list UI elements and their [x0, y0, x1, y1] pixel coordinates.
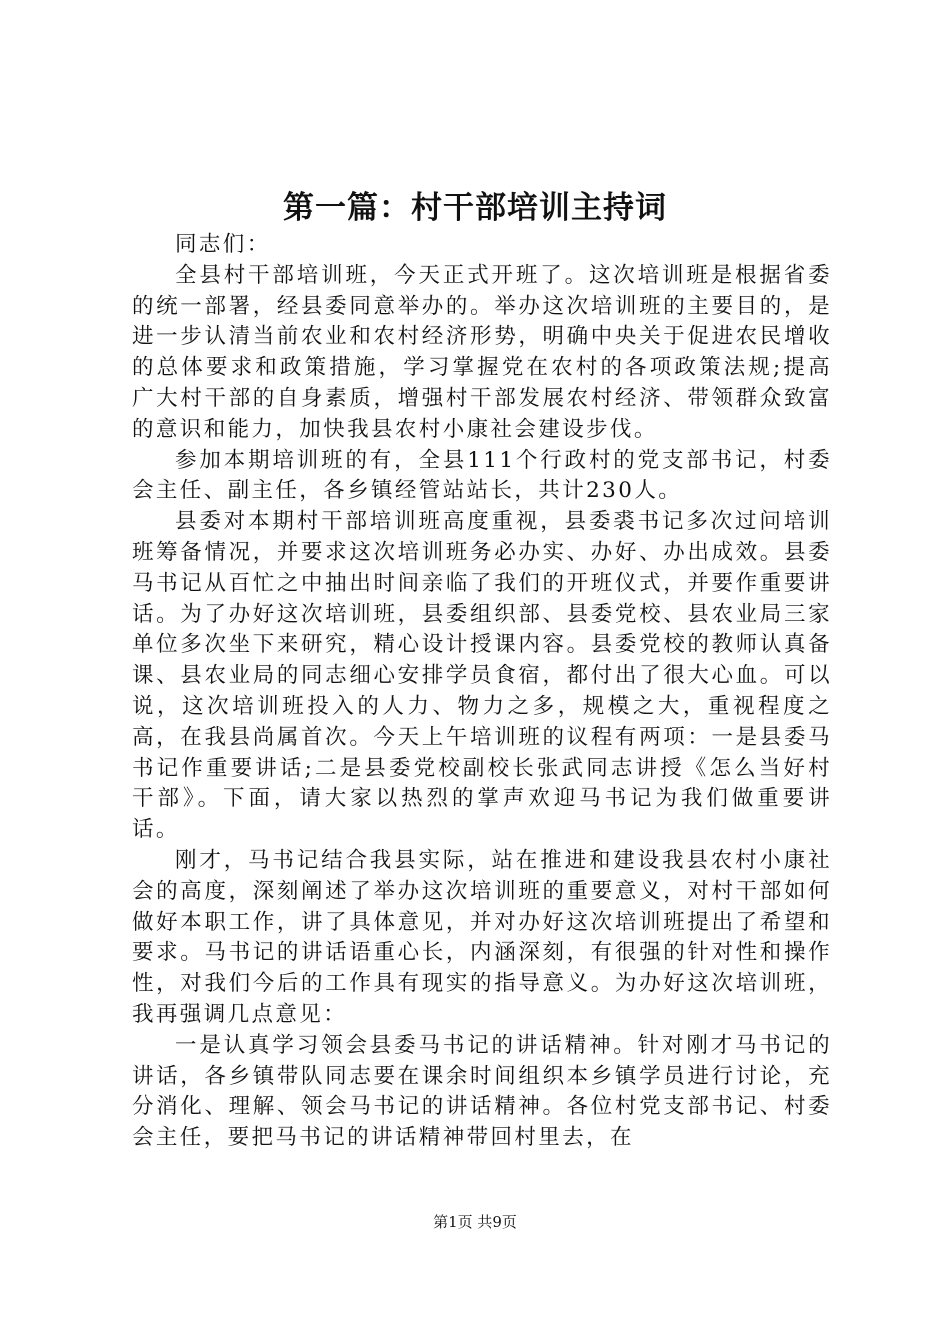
paragraph: 参加本期培训班的有，全县111个行政村的党支部书记，村委会主任、副主任，各乡镇经管站站长，共计230人。 [132, 447, 832, 504]
page-title: 第一篇：村干部培训主持词 [283, 190, 667, 226]
document-body [132, 230, 832, 1154]
paragraph: 刚才，马书记结合我县实际，站在推进和建设我县农村小康社会的高度，深刻阐述了举办这次培训班的重要意义，对村干部如何做好本职工作，讲了具体意见，并对办好这次培训班提出了希望和要求。马书记的讲话语重心长，内涵深刻，有很强的针对性和操作性，对我们今后的工作具有现实的指导意义。为办好这次培训班，我再强调几点意见： [132, 847, 832, 1027]
paragraph: 县委对本期村干部培训班高度重视，县委裘书记多次过问培训班筹备情况，并要求这次培训班务必办实、办好、办出成效。县委马书记从百忙之中抽出时间亲临了我们的开班仪式，并要作重要讲话。为了办好这次培训班，县委组织部、县委党校、县农业局三家单位多次坐下来研究，精心设计授课内容。县委党校的教师认真备课、县农业局的同志细心安排学员食宿，都付出了很大心血。可以说，这次培训班投入的人力、物力之多，规模之大，重视程度之高，在我县尚属首次。今天上午培训班的议程有两项：一是县委马书记作重要讲话;二是县委党校副校长张武同志讲授《怎么当好村干部》。下面，请大家以热烈的掌声欢迎马书记为我们做重要讲话。 [132, 509, 832, 843]
paragraph: 一是认真学习领会县委马书记的讲话精神。针对刚才马书记的讲话，各乡镇带队同志要在课余时间组织本乡镇学员进行讨论，充分消化、理解、领会马书记的讲话精神。各位村党支部书记、村委会主任，要把马书记的讲话精神带回村里去，在 [132, 1032, 832, 1151]
salutation: 同志们： [175, 232, 271, 257]
page-footer: 第1页 共9页 [433, 1213, 517, 1231]
paragraph: 全县村干部培训班，今天正式开班了。这次培训班是根据省委的统一部署，经县委同意举办的。举办这次培训班的主要目的，是进一步认清当前农业和农村经济形势，明确中央关于促进农民增收的总体要求和政策措施，学习掌握党在农村的各项政策法规;提高广大村干部的自身素质，增强村干部发展农村经济、带领群众致富的意识和能力，加快我县农村小康社会建设步伐。 [132, 262, 832, 442]
